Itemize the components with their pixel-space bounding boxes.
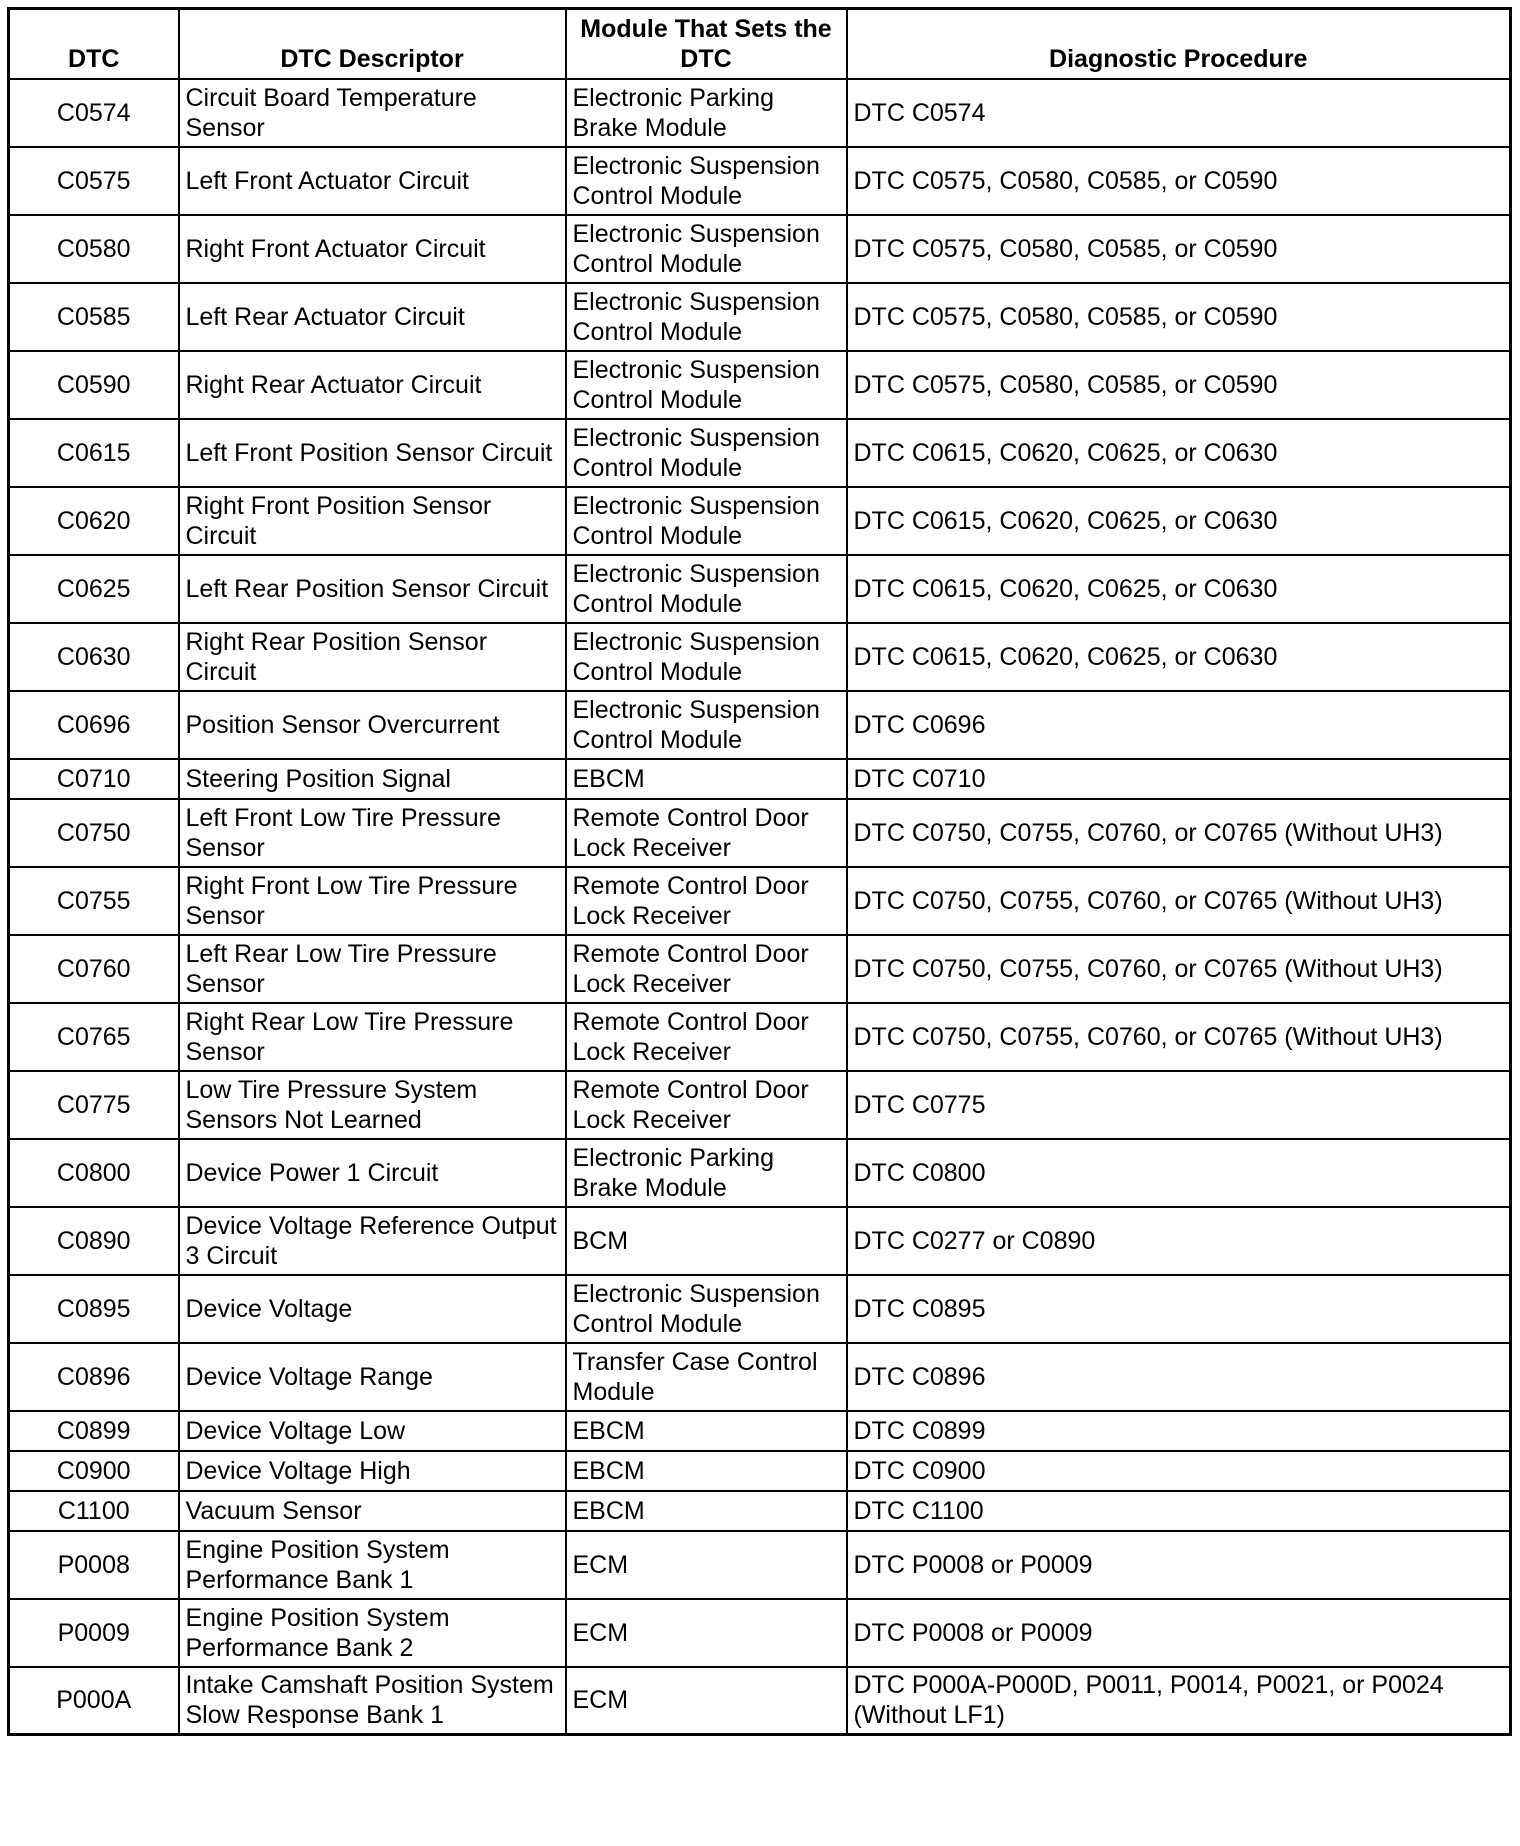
cell-dtc: C0696 bbox=[9, 691, 179, 759]
cell-descriptor: Left Rear Low Tire Pressure Sensor bbox=[179, 935, 566, 1003]
cell-procedure: DTC C0895 bbox=[847, 1275, 1511, 1343]
cell-module: Electronic Suspension Control Module bbox=[566, 691, 847, 759]
cell-module: Remote Control Door Lock Receiver bbox=[566, 1003, 847, 1071]
cell-module: Electronic Suspension Control Module bbox=[566, 147, 847, 215]
cell-dtc: C0615 bbox=[9, 419, 179, 487]
cell-procedure: DTC C0900 bbox=[847, 1451, 1511, 1491]
cell-dtc: C1100 bbox=[9, 1491, 179, 1531]
cell-procedure: DTC C0750, C0755, C0760, or C0765 (Without UH3) bbox=[847, 799, 1511, 867]
cell-procedure: DTC C0750, C0755, C0760, or C0765 (Without UH3) bbox=[847, 1003, 1511, 1071]
cell-procedure: DTC C0615, C0620, C0625, or C0630 bbox=[847, 623, 1511, 691]
cell-module: ECM bbox=[566, 1531, 847, 1599]
cell-dtc: C0765 bbox=[9, 1003, 179, 1071]
dtc-table-container bbox=[7, 7, 1512, 1736]
header-module: Module That Sets the DTC bbox=[566, 9, 847, 79]
table-row bbox=[9, 1003, 1511, 1071]
cell-module: Electronic Suspension Control Module bbox=[566, 283, 847, 351]
table-row bbox=[9, 1451, 1511, 1491]
header-procedure: Diagnostic Procedure bbox=[847, 9, 1511, 79]
cell-descriptor: Circuit Board Temperature Sensor bbox=[179, 79, 566, 147]
table-row bbox=[9, 1139, 1511, 1207]
cell-procedure: DTC C0615, C0620, C0625, or C0630 bbox=[847, 419, 1511, 487]
cell-module: Transfer Case Control Module bbox=[566, 1343, 847, 1411]
cell-procedure: DTC C0696 bbox=[847, 691, 1511, 759]
cell-dtc: C0895 bbox=[9, 1275, 179, 1343]
table-body bbox=[9, 79, 1511, 1735]
cell-procedure: DTC C0750, C0755, C0760, or C0765 (Without UH3) bbox=[847, 867, 1511, 935]
cell-dtc: C0899 bbox=[9, 1411, 179, 1451]
cell-descriptor: Right Front Low Tire Pressure Sensor bbox=[179, 867, 566, 935]
table-header-row bbox=[9, 9, 1511, 79]
header-dtc: DTC bbox=[9, 9, 179, 79]
table-row bbox=[9, 1491, 1511, 1531]
dtc-table bbox=[7, 7, 1512, 1736]
cell-procedure: DTC C0896 bbox=[847, 1343, 1511, 1411]
header-descriptor: DTC Descriptor bbox=[179, 9, 566, 79]
cell-dtc: C0574 bbox=[9, 79, 179, 147]
cell-module: Electronic Suspension Control Module bbox=[566, 555, 847, 623]
cell-procedure: DTC C0277 or C0890 bbox=[847, 1207, 1511, 1275]
cell-descriptor: Engine Position System Performance Bank 1 bbox=[179, 1531, 566, 1599]
cell-module: Electronic Suspension Control Module bbox=[566, 215, 847, 283]
cell-dtc: C0580 bbox=[9, 215, 179, 283]
cell-module: Electronic Parking Brake Module bbox=[566, 1139, 847, 1207]
cell-module: Electronic Suspension Control Module bbox=[566, 623, 847, 691]
cell-module: EBCM bbox=[566, 759, 847, 799]
cell-dtc: C0630 bbox=[9, 623, 179, 691]
table-row bbox=[9, 867, 1511, 935]
table-row bbox=[9, 799, 1511, 867]
cell-procedure: DTC C0615, C0620, C0625, or C0630 bbox=[847, 487, 1511, 555]
table-row bbox=[9, 79, 1511, 147]
cell-descriptor: Vacuum Sensor bbox=[179, 1491, 566, 1531]
cell-descriptor: Left Rear Position Sensor Circuit bbox=[179, 555, 566, 623]
table-row bbox=[9, 1275, 1511, 1343]
table-row bbox=[9, 1343, 1511, 1411]
cell-module: EBCM bbox=[566, 1451, 847, 1491]
cell-module: EBCM bbox=[566, 1411, 847, 1451]
cell-dtc: C0760 bbox=[9, 935, 179, 1003]
cell-dtc: C0585 bbox=[9, 283, 179, 351]
cell-descriptor: Left Front Low Tire Pressure Sensor bbox=[179, 799, 566, 867]
table-row bbox=[9, 691, 1511, 759]
cell-descriptor: Device Voltage bbox=[179, 1275, 566, 1343]
cell-descriptor: Steering Position Signal bbox=[179, 759, 566, 799]
cell-module: Remote Control Door Lock Receiver bbox=[566, 1071, 847, 1139]
cell-descriptor: Right Rear Position Sensor Circuit bbox=[179, 623, 566, 691]
cell-dtc: C0775 bbox=[9, 1071, 179, 1139]
cell-dtc: C0590 bbox=[9, 351, 179, 419]
cell-module: Electronic Suspension Control Module bbox=[566, 419, 847, 487]
cell-module: EBCM bbox=[566, 1491, 847, 1531]
cell-dtc: C0575 bbox=[9, 147, 179, 215]
cell-descriptor: Device Voltage Reference Output 3 Circuit bbox=[179, 1207, 566, 1275]
cell-descriptor: Engine Position System Performance Bank 2 bbox=[179, 1599, 566, 1667]
cell-descriptor: Left Front Actuator Circuit bbox=[179, 147, 566, 215]
cell-procedure: DTC C0575, C0580, C0585, or C0590 bbox=[847, 215, 1511, 283]
cell-procedure: DTC C0750, C0755, C0760, or C0765 (Without UH3) bbox=[847, 935, 1511, 1003]
cell-dtc: C0800 bbox=[9, 1139, 179, 1207]
cell-procedure: DTC P000A-P000D, P0011, P0014, P0021, or P0024 (Without LF1) bbox=[847, 1667, 1511, 1735]
table-row bbox=[9, 487, 1511, 555]
cell-dtc: C0620 bbox=[9, 487, 179, 555]
cell-dtc: C0755 bbox=[9, 867, 179, 935]
cell-module: Electronic Suspension Control Module bbox=[566, 351, 847, 419]
cell-module: ECM bbox=[566, 1667, 847, 1735]
table-row bbox=[9, 283, 1511, 351]
cell-procedure: DTC C0800 bbox=[847, 1139, 1511, 1207]
cell-procedure: DTC C0574 bbox=[847, 79, 1511, 147]
cell-dtc: C0896 bbox=[9, 1343, 179, 1411]
table-row bbox=[9, 215, 1511, 283]
cell-module: Remote Control Door Lock Receiver bbox=[566, 935, 847, 1003]
table-row bbox=[9, 555, 1511, 623]
cell-descriptor: Intake Camshaft Position System Slow Response Bank 1 bbox=[179, 1667, 566, 1735]
cell-descriptor: Device Voltage High bbox=[179, 1451, 566, 1491]
cell-procedure: DTC C0899 bbox=[847, 1411, 1511, 1451]
cell-module: ECM bbox=[566, 1599, 847, 1667]
cell-descriptor: Device Voltage Range bbox=[179, 1343, 566, 1411]
table-row bbox=[9, 351, 1511, 419]
table-row bbox=[9, 623, 1511, 691]
cell-procedure: DTC C0710 bbox=[847, 759, 1511, 799]
cell-module: Electronic Suspension Control Module bbox=[566, 1275, 847, 1343]
table-row bbox=[9, 419, 1511, 487]
cell-procedure: DTC C0575, C0580, C0585, or C0590 bbox=[847, 147, 1511, 215]
cell-descriptor: Device Power 1 Circuit bbox=[179, 1139, 566, 1207]
table-row bbox=[9, 1599, 1511, 1667]
cell-descriptor: Position Sensor Overcurrent bbox=[179, 691, 566, 759]
cell-module: Remote Control Door Lock Receiver bbox=[566, 799, 847, 867]
table-row bbox=[9, 1071, 1511, 1139]
cell-procedure: DTC P0008 or P0009 bbox=[847, 1599, 1511, 1667]
cell-dtc: C0710 bbox=[9, 759, 179, 799]
cell-procedure: DTC C0615, C0620, C0625, or C0630 bbox=[847, 555, 1511, 623]
cell-descriptor: Right Rear Low Tire Pressure Sensor bbox=[179, 1003, 566, 1071]
table-row bbox=[9, 1207, 1511, 1275]
table-row bbox=[9, 1411, 1511, 1451]
cell-dtc: C0750 bbox=[9, 799, 179, 867]
cell-descriptor: Right Front Actuator Circuit bbox=[179, 215, 566, 283]
table-row bbox=[9, 147, 1511, 215]
cell-procedure: DTC P0008 or P0009 bbox=[847, 1531, 1511, 1599]
cell-dtc: P0008 bbox=[9, 1531, 179, 1599]
table-row bbox=[9, 1531, 1511, 1599]
cell-descriptor: Right Front Position Sensor Circuit bbox=[179, 487, 566, 555]
cell-procedure: DTC C0575, C0580, C0585, or C0590 bbox=[847, 351, 1511, 419]
cell-descriptor: Device Voltage Low bbox=[179, 1411, 566, 1451]
cell-procedure: DTC C0775 bbox=[847, 1071, 1511, 1139]
cell-procedure: DTC C1100 bbox=[847, 1491, 1511, 1531]
cell-dtc: P000A bbox=[9, 1667, 179, 1735]
table-row bbox=[9, 1667, 1511, 1735]
cell-descriptor: Left Rear Actuator Circuit bbox=[179, 283, 566, 351]
cell-module: Electronic Parking Brake Module bbox=[566, 79, 847, 147]
cell-module: Electronic Suspension Control Module bbox=[566, 487, 847, 555]
cell-dtc: C0900 bbox=[9, 1451, 179, 1491]
cell-module: Remote Control Door Lock Receiver bbox=[566, 867, 847, 935]
table-row bbox=[9, 935, 1511, 1003]
cell-procedure: DTC C0575, C0580, C0585, or C0590 bbox=[847, 283, 1511, 351]
cell-dtc: C0625 bbox=[9, 555, 179, 623]
cell-module: BCM bbox=[566, 1207, 847, 1275]
cell-descriptor: Low Tire Pressure System Sensors Not Learned bbox=[179, 1071, 566, 1139]
cell-dtc: P0009 bbox=[9, 1599, 179, 1667]
cell-dtc: C0890 bbox=[9, 1207, 179, 1275]
table-row bbox=[9, 759, 1511, 799]
cell-descriptor: Right Rear Actuator Circuit bbox=[179, 351, 566, 419]
cell-descriptor: Left Front Position Sensor Circuit bbox=[179, 419, 566, 487]
